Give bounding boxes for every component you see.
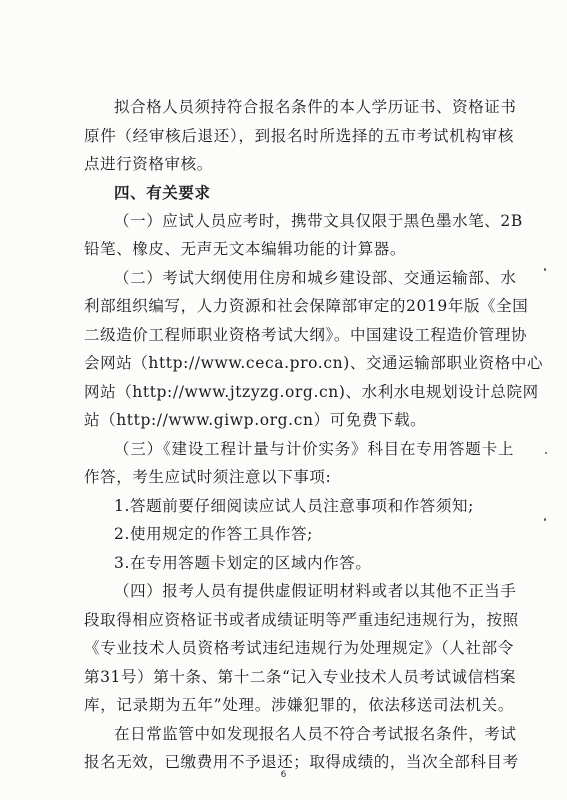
paragraph-line: 《专业技术人员资格考试违纪违规行为处理规定》（人社部令: [84, 639, 514, 658]
scan-speck: [545, 452, 547, 454]
paragraph-line: （二）考试大纲使用住房和城乡建设部、交通运输部、水: [114, 268, 517, 287]
paragraph-line: 段取得相应资格证书或者成绩证明等严重违纪违规行为，按照: [84, 610, 519, 629]
paragraph-line: 库，记录期为五年”处理。涉嫌犯罪的，依法移送司法机关。: [84, 696, 514, 714]
list-item: 3.在专用答题卡划定的区域内作答。: [114, 553, 372, 572]
section-heading: 四、有关要求: [114, 183, 211, 203]
page-number: 6: [280, 770, 287, 780]
paragraph-line: 拟合格人员须持符合报名条件的本人学历证书、资格证书: [114, 98, 517, 116]
paragraph-line: 原件（经审核后退还），到报名时所选择的五市考试机构审核: [84, 126, 514, 145]
paragraph-line: 报名无效，已缴费用不予退还；取得成绩的，当次全部科目考: [84, 753, 519, 771]
paragraph-line: 二级造价工程师职业资格考试大纲》。中国建设工程造价管理协: [84, 325, 528, 344]
list-item: 1.答题前要仔细阅读应试人员注意事项和作答须知;: [114, 496, 474, 515]
scan-speck: [544, 518, 546, 521]
paragraph-line: （一）应试人员应考时，携带文具仅限于黑色墨水笔、2B: [114, 211, 523, 230]
paragraph-line: （三）《建设工程计量与计价实务》科目在专用答题卡上: [114, 439, 514, 458]
paragraph-line: 点进行资格审核。: [84, 155, 213, 173]
paragraph-line: 在日常监管中如发现报名人员不符合考试报名条件，考试: [114, 724, 517, 743]
paragraph-line: 网站（http://www.jtzyzg.org.cn)、水利水电规划设计总院网: [84, 382, 539, 401]
list-item: 2.使用规定的作答工具作答;: [114, 525, 313, 544]
paragraph-line: 会网站（http://www.ceca.pro.cn)、交通运输部职业资格中心: [84, 354, 544, 373]
paragraph-line: 铅笔、橡皮、无声无文本编辑功能的计算器。: [84, 240, 407, 259]
scan-speck: [544, 268, 546, 271]
paragraph-line: 第31号）第十条、第十二条“记入专业技术人员考试诚信档案: [84, 667, 516, 686]
paragraph-line: （四）报考人员有提供虚假证明材料或者以其他不正当手: [114, 582, 517, 601]
paragraph-line: 利部组织编写，人力资源和社会保障部审定的2019年版《全国: [84, 297, 529, 316]
paragraph-line: 作答，考生应试时须注意以下事项:: [84, 468, 332, 487]
paragraph-line: 站（http://www.giwp.org.cn）可免费下载。: [84, 411, 427, 430]
